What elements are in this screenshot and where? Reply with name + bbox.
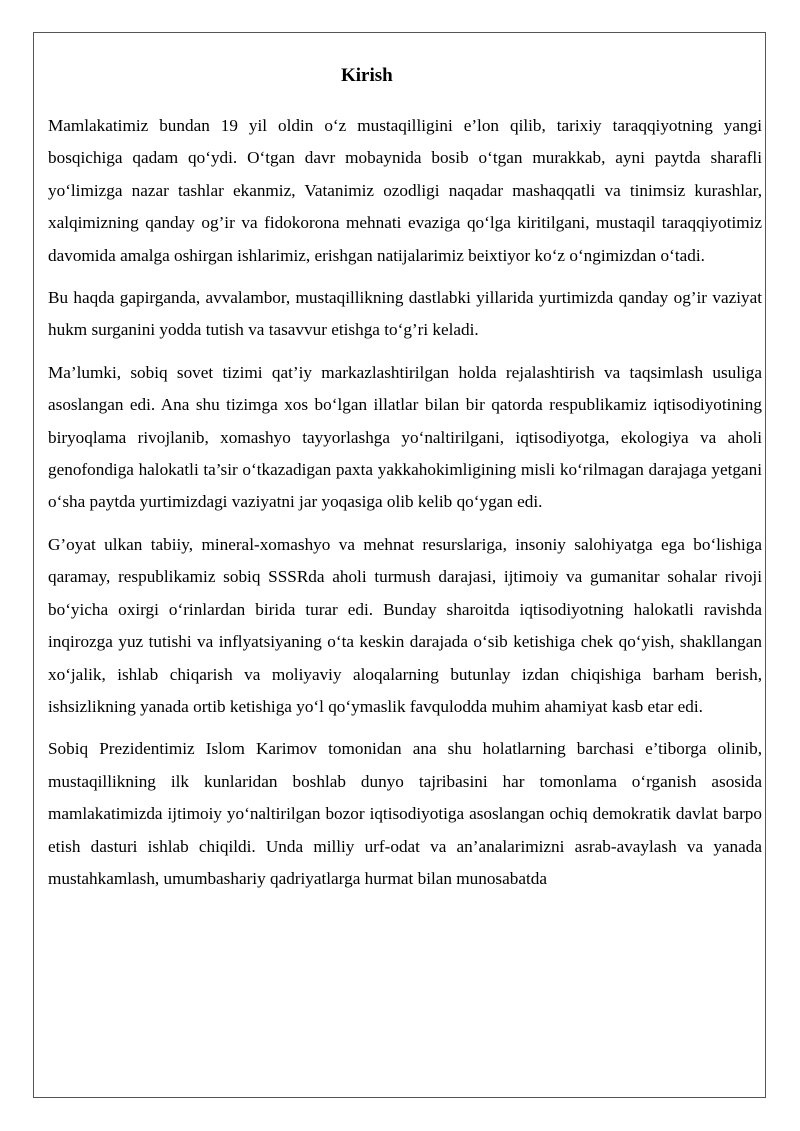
paragraph-2: Bu haqda gapirganda, avvalambor, mustaqillikning dastlabki yillarida yurtimizda qanday og’ir vaziyat hukm surganini yodda tutish va tasavvur etishga to‘g’ri keladi. bbox=[48, 288, 762, 340]
paragraph-1: Mamlakatimiz bundan 19 yil oldin o‘z mustaqilligini e’lon qilib, tarixiy taraqqiyotning yangi bosqichiga qadam qo‘ydi. O‘tgan davr mobaynida bosib o‘tgan murakkab, ayni paytda sharafli yo‘limizga nazar tashlar ekanmiz, Vatanimiz ozodligi naqadar mashaqqatli va tinimsiz kurashlar, xalqimizning qanday og’ir va fidokorona mehnati evaziga qo‘lga kiritilgani, mustaqil taraqqiyotimiz davomida amalga oshirgan ishlarimiz, erishgan natijalarimiz beixtiyor ko‘z o‘ngimizdan o‘tadi. bbox=[48, 116, 762, 265]
document-title: Kirish bbox=[341, 65, 393, 86]
document-body bbox=[48, 62, 762, 905]
paragraph-3: Ma’lumki, sobiq sovet tizimi qat’iy markazlashtirilgan holda rejalashtirish va taqsimlash usuliga asoslangan edi. Ana shu tizimga xos bo‘lgan illatlar bilan bir qatorda respublikamiz iqtisodiyotining biryoqlama rivojlanib, xomashyo tayyorlashga yo‘naltirilgani, iqtisodiyotga, ekologiya va aholi genofondiga halokatli ta’sir o‘tkazadigan paxta yakkahokimligining misli ko‘rilmagan darajaga yetgani o‘sha paytda yurtimizdagi vaziyatni jar yoqasiga olib kelib qo‘ygan edi. bbox=[48, 362, 762, 512]
paragraph-4: G’oyat ulkan tabiiy, mineral-xomashyo va mehnat resurslariga, insoniy salohiyatga ega bo‘lishiga qaramay, respublikamiz sobiq SSSRda aholi turmush darajasi, ijtimoiy va gumanitar sohalar rivoji bo‘yicha oxirgi o‘rinlardan birida turar edi. Bunday sharoitda iqtisodiyotning halokatli ravishda inqirozga yuz tutishi va inflyatsiyaning o‘ta keskin darajada o‘sib ketishiga chek qo‘yish, shakllangan xo‘jalik, ishlab chiqarish va moliyaviy aloqalarning butunlay izdan chiqishiga barham berish, ishsizlikning yanada ortib ketishiga yo‘l qo‘ymaslik favqulodda muhim ahamiyat kasb etar edi. bbox=[48, 534, 762, 716]
paragraph-5: Sobiq Prezidentimiz Islom Karimov tomonidan ana shu holatlarning barchasi e’tiborga olinib, mustaqillikning ilk kunlaridan boshlab dunyo tajribasini har tomonlama o‘rganish asosida mamlakatimizda ijtimoiy yo‘naltirilgan bozor iqtisodiyotiga asoslangan ochiq demokratik davlat barpo etish dasturi ishlab chiqildi. Unda milliy urf-odat va an’analarimizni asrab-avaylash va yanada mustahkamlash, umumbashariy qadriyatlarga hurmat bilan munosabatda bbox=[48, 739, 762, 888]
